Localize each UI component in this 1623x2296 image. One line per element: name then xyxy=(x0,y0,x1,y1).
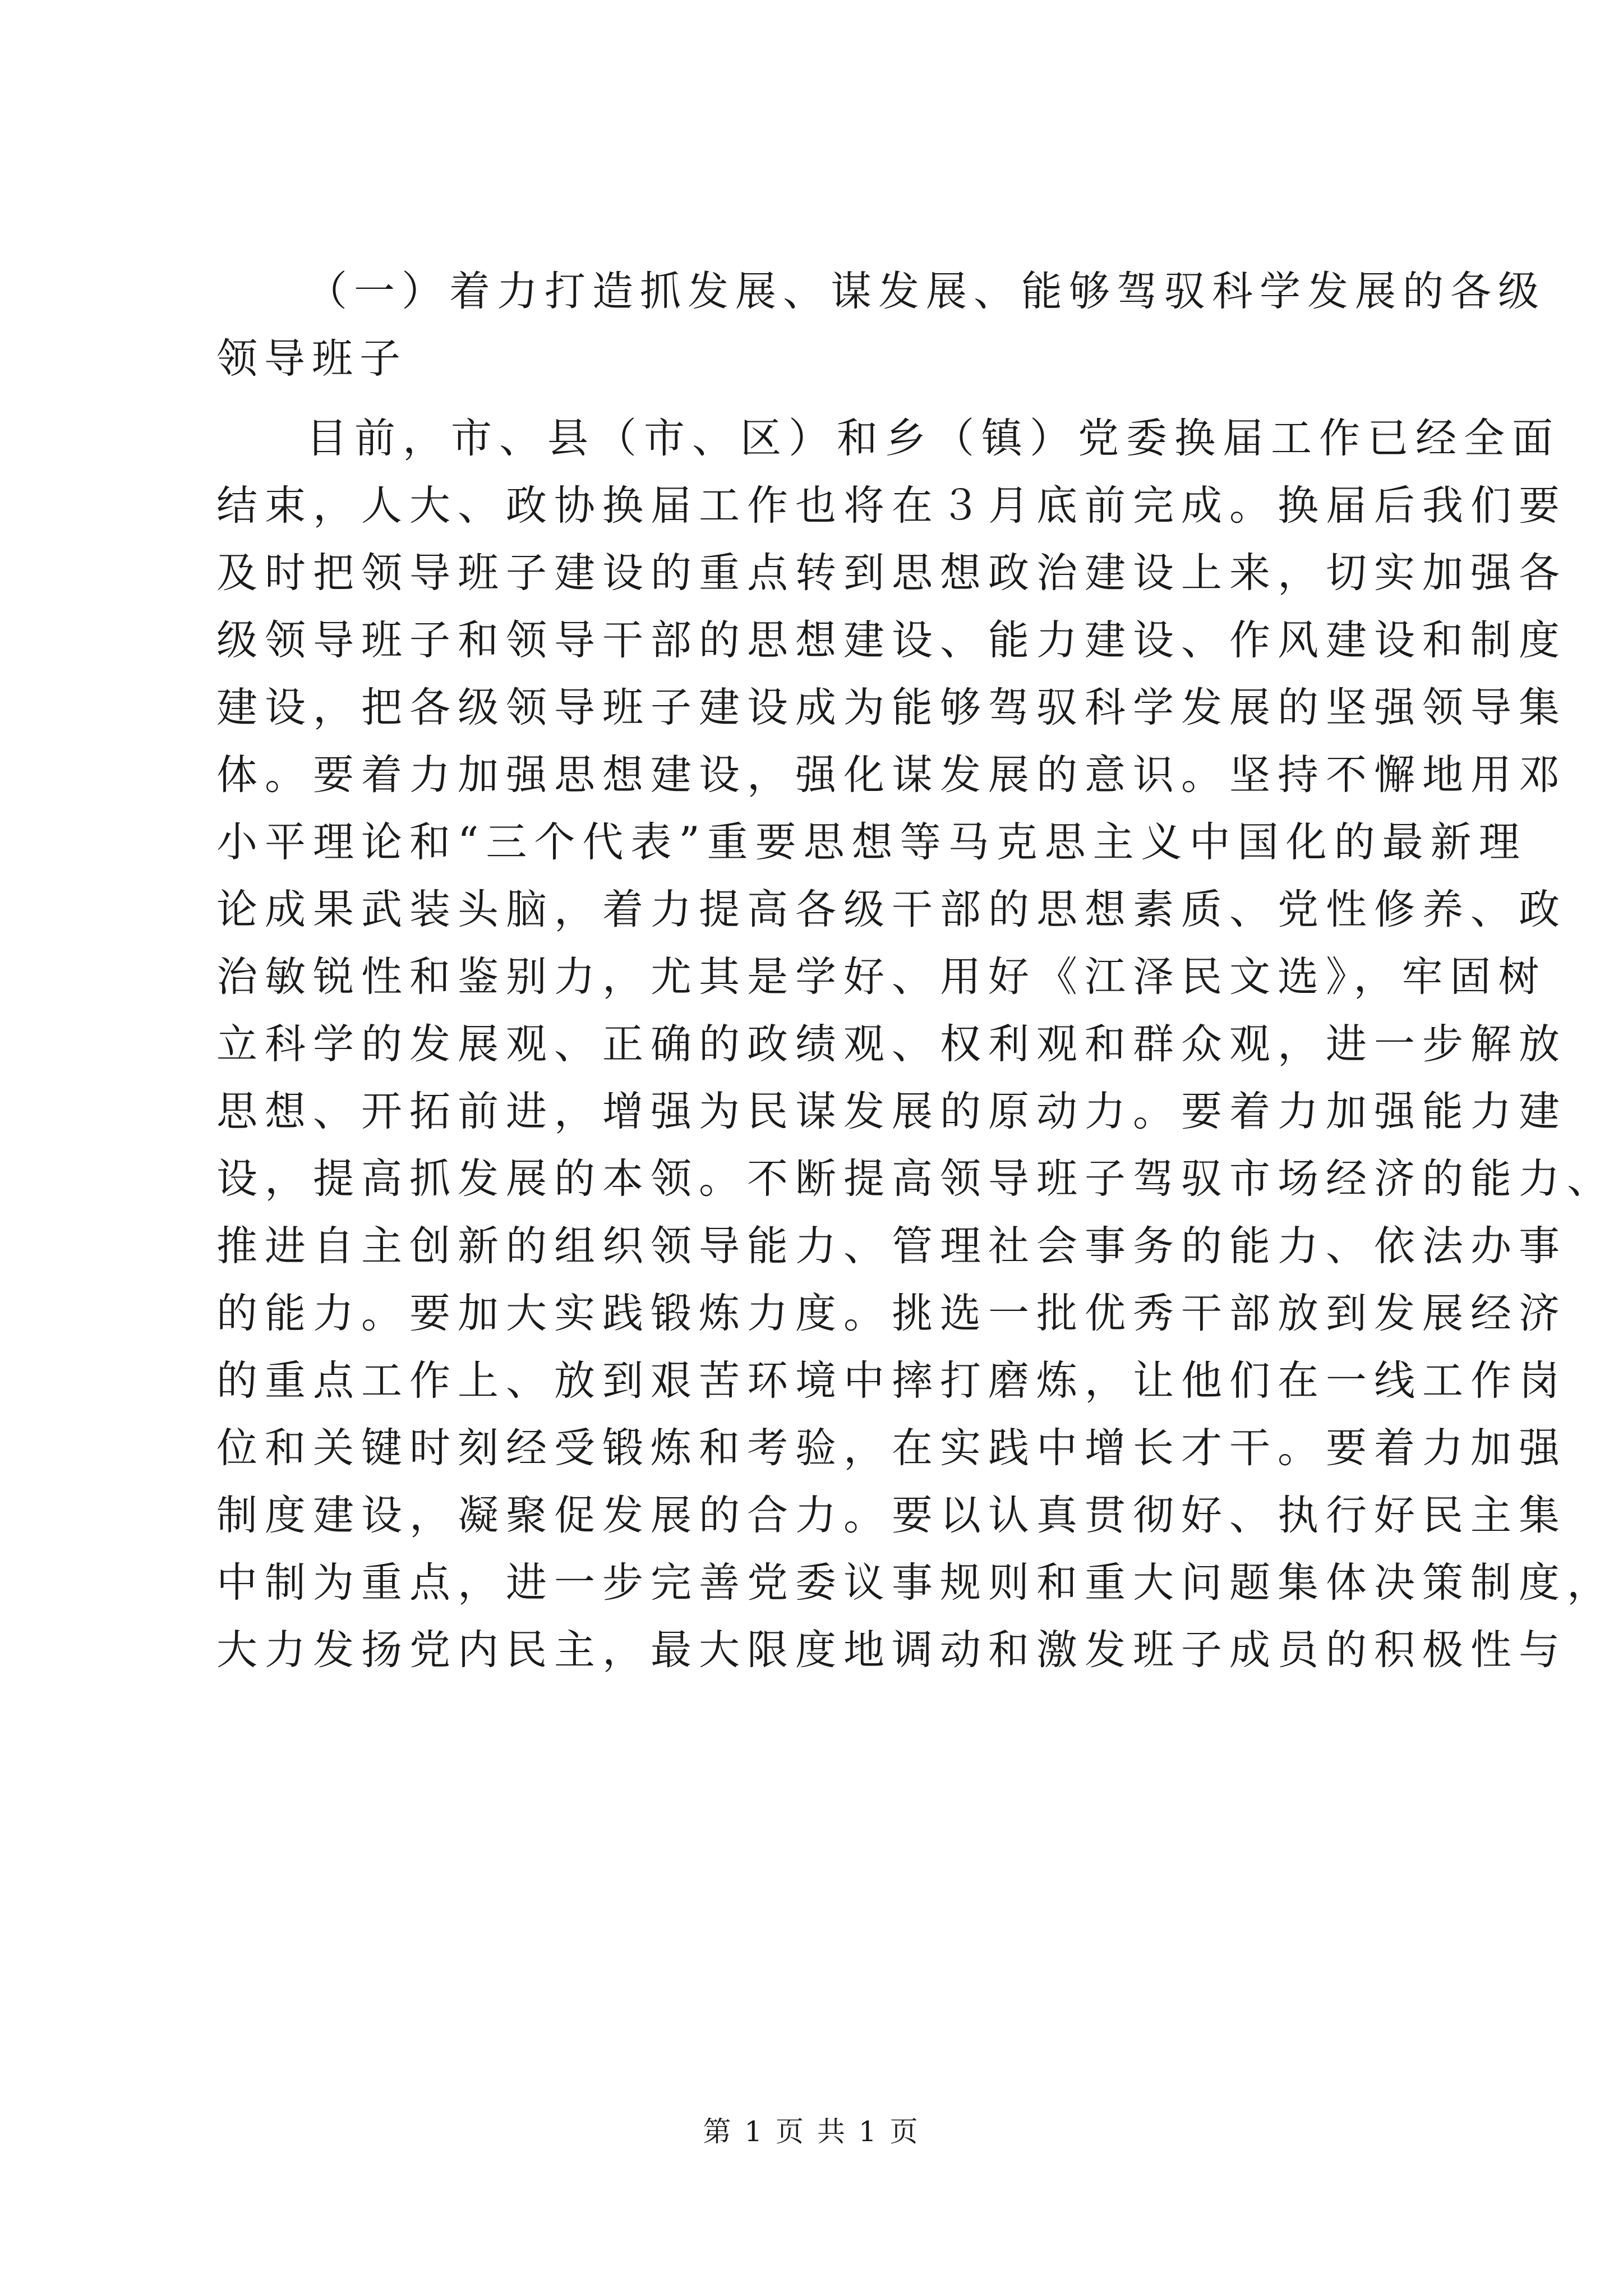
paragraph-line: 的能力。要加大实践锻炼力度。挑选一批优秀干部放到发展经济 xyxy=(216,1290,1567,1337)
paragraph-line: 治敏锐性和鉴别力，尤其是学好、用好《江泽民文选》，牢固树 xyxy=(216,953,1547,1001)
spacer xyxy=(216,393,1413,405)
paragraph-line: 级领导班子和领导干部的思想建设、能力建设、作风建设和制度 xyxy=(216,616,1567,664)
paragraph-line: 设，提高抓发展的本领。不断提高领导班子驾驭市场经济的能力、 xyxy=(216,1155,1615,1203)
paragraph-line: 中制为重点，进一步完善党委议事规则和重大问题集体决策制度， xyxy=(216,1559,1615,1607)
paragraph-line: 小平理论和“三个代表”重要思想等马克思主义中国化的最新理 xyxy=(216,818,1527,866)
paragraph-line: 立科学的发展观、正确的政绩观、权利观和群众观，进一步解放 xyxy=(216,1020,1567,1068)
section-heading-line-1: （一）着力打造抓发展、谋发展、能够驾驭科学发展的各级 xyxy=(306,268,1546,315)
paragraph-line: 制度建设，凝聚促发展的合力。要以认真贯彻好、执行好民主集 xyxy=(216,1492,1567,1539)
paragraph-line: 体。要着力加强思想建设，强化谋发展的意识。坚持不懈地用邓 xyxy=(216,751,1567,799)
paragraph-line: 建设，把各级领导班子建设成为能够驾驭科学发展的坚强领导集 xyxy=(216,684,1567,731)
paragraph-line: 目前，市、县（市、区）和乡（镇）党委换届工作已经全面 xyxy=(306,415,1560,462)
paragraph-line: 大力发扬党内民主，最大限度地调动和激发班子成员的积极性与 xyxy=(216,1626,1567,1674)
paragraph-line: 及时把领导班子建设的重点转到思想政治建设上来，切实加强各 xyxy=(216,549,1567,597)
page-number-footer: 第 1 页 共 1 页 xyxy=(703,2115,920,2148)
paragraph-line: 思想、开拓前进，增强为民谋发展的原动力。要着力加强能力建 xyxy=(216,1088,1567,1135)
paragraph-line: 论成果武装头脑，着力提高各级干部的思想素质、党性修养、政 xyxy=(216,886,1567,933)
section-heading-line-2: 领导班子 xyxy=(216,335,407,383)
paragraph-line: 推进自主创新的组织领导能力、管理社会事务的能力、依法办事 xyxy=(216,1222,1567,1270)
paragraph-line: 位和关键时刻经受锻炼和考验，在实践中增长才干。要着力加强 xyxy=(216,1424,1567,1472)
paragraph-line: 结束，人大、政协换届工作也将在３月底前完成。换届后我们要 xyxy=(216,482,1567,530)
document-body xyxy=(216,258,1615,1684)
paragraph-line: 的重点工作上、放到艰苦环境中摔打磨炼，让他们在一线工作岗 xyxy=(216,1357,1567,1405)
